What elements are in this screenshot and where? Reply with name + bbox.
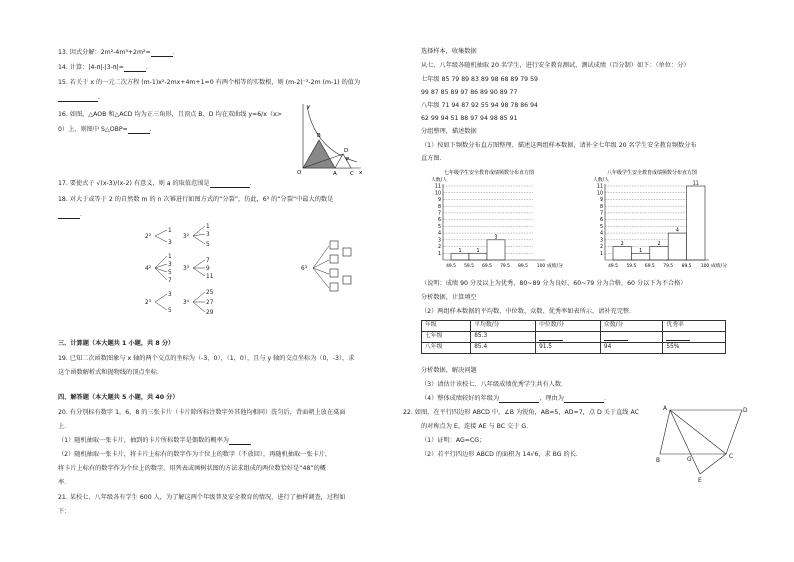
split-num: 11 bbox=[206, 274, 214, 280]
label-o: O bbox=[297, 170, 302, 176]
x-tick-label: 89.5 bbox=[518, 264, 528, 269]
label-b: B bbox=[656, 458, 660, 464]
bar-data-label: 1 bbox=[639, 248, 643, 254]
y-tick-label: 4 bbox=[437, 231, 441, 237]
table-cell bbox=[600, 332, 663, 343]
question-15: 15. 若关于 x 的一元二次方程 (m-1)x²-2mx+4m+1=0 有两个相等的实数根，则 (m-2)⁻²-2m (m-1) 的值为 bbox=[58, 79, 361, 86]
split-num: 29 bbox=[206, 310, 214, 316]
question-20-part2c: 率． bbox=[58, 479, 71, 486]
label-p: P bbox=[346, 157, 350, 163]
question-20-line1: 20. 有分别标有数字 1，6，8 的三张卡片（卡片除所标注数字外其他均相同）洗匀后，背面朝上放在桌面 bbox=[58, 409, 346, 416]
q18-split-figure bbox=[143, 222, 363, 334]
x-tick-label: 49.5 bbox=[608, 264, 618, 269]
blank-box bbox=[330, 269, 338, 277]
y-axis-label: 人数/人 bbox=[593, 178, 610, 183]
x-tick-label: 69.5 bbox=[482, 264, 492, 269]
x-tick-label: 100 bbox=[700, 264, 710, 269]
histogram-bar bbox=[631, 253, 649, 260]
base-g4: 2³ bbox=[145, 300, 152, 306]
label-g: G bbox=[687, 457, 692, 463]
x-tick-label: 59.5 bbox=[626, 264, 637, 269]
text-solve: 分析数据，解决问题 bbox=[421, 367, 477, 374]
table-cell: 八年级 bbox=[422, 343, 471, 354]
y-tick-label: 10 bbox=[434, 191, 441, 197]
grade8-scores-2: 62 99 94 51 88 97 94 98 85 91 bbox=[421, 115, 518, 122]
grade8-scores-1: 八年级 71 94 87 92 55 94 98 78 86 94 bbox=[421, 102, 538, 109]
question-22-line2: 的对称点为 E，连接 AE 与 BC 交于 G． bbox=[421, 423, 533, 430]
table-header: 中位数/分 bbox=[536, 321, 601, 332]
split-num: 1 bbox=[168, 254, 172, 260]
x-tick-label: 79.5 bbox=[663, 264, 674, 269]
question-21-line1: 21. 某校七、八年级各有学生 600 人，为了解这两个年级普及安全教育的情况，进行了抽样调查，过程如 bbox=[58, 494, 346, 501]
stats-table bbox=[421, 320, 726, 354]
y-tick-label: 5 bbox=[437, 224, 441, 230]
diagonal-ac bbox=[670, 410, 726, 454]
split-num: 7 bbox=[168, 278, 172, 284]
split-num: 3 bbox=[206, 232, 210, 238]
label-a: A bbox=[663, 406, 667, 412]
table-header: 优秀率 bbox=[663, 321, 726, 332]
y-tick-label: 3 bbox=[437, 238, 441, 244]
split-num: 5 bbox=[168, 308, 172, 314]
table-row bbox=[422, 332, 726, 343]
answer-blank bbox=[210, 181, 250, 188]
base-g1: 2² bbox=[145, 234, 152, 240]
text-task4: （4）整体成绩较好的年级为 ，理由为 ． bbox=[421, 395, 611, 402]
answer-blank bbox=[564, 396, 604, 403]
y-tick-label: 10 bbox=[596, 191, 603, 197]
split-num: 1 bbox=[168, 228, 172, 234]
histogram-bar bbox=[668, 233, 686, 260]
y-tick-label: 5 bbox=[599, 224, 603, 230]
grade7-histogram bbox=[423, 168, 571, 272]
bar-data-label: 1 bbox=[476, 248, 480, 254]
table-row bbox=[422, 343, 726, 354]
y-tick-label: 2 bbox=[437, 245, 441, 251]
split-num: 3 bbox=[168, 292, 172, 298]
text-task2: （2）两组样本数据的平均数、中位数、众数、优秀率如表所示，请补充完整． bbox=[421, 308, 636, 315]
table-header: 平均数/分 bbox=[471, 321, 536, 332]
answer-blank bbox=[666, 334, 690, 341]
text-analyze: 分析数据，计算填空 bbox=[421, 294, 477, 301]
base-g8: 3⁴ bbox=[183, 300, 190, 306]
split-num: 7 bbox=[206, 258, 210, 264]
bar-data-label: 4 bbox=[675, 228, 679, 234]
y-axis-label: 人数/人 bbox=[431, 178, 448, 183]
answer-blank bbox=[124, 65, 146, 72]
parallelogram-abcd bbox=[660, 410, 742, 454]
table-cell: 91.5 bbox=[536, 343, 601, 354]
label-a: A bbox=[333, 171, 337, 176]
section-4-heading: 四、解答题（本大题共 5 小题，共 40 分） bbox=[58, 394, 179, 401]
text-collect-data: 选择样本，收集数据 bbox=[421, 48, 477, 55]
bar-data-label: 3 bbox=[494, 235, 498, 241]
y-tick-label: 7 bbox=[599, 211, 603, 217]
table-cell: 85.3 bbox=[471, 332, 536, 343]
question-18: 18. 对大于或等于 2 的自然数 m 的 n 次幂进行如图方式的“分裂”，仿此，6³ 的“分裂”中最大的数是 bbox=[58, 196, 334, 203]
answer-blank bbox=[539, 334, 563, 341]
table-header: 年级 bbox=[422, 321, 471, 332]
question-22-part2: （2）若平行四边形 ABCD 的面积为 14√6，求 BG 的长． bbox=[421, 451, 583, 458]
label-d: D bbox=[743, 408, 748, 414]
text-task1-a: （1）按如下频数分布直方图整理、描述这两组样本数据，请补全七年级 20 名学生安全教育频数分布 bbox=[421, 142, 697, 149]
section-3-heading: 三、计算题（本大题共 1 小题，共 8 分） bbox=[58, 340, 175, 347]
label-b: B bbox=[317, 133, 321, 139]
label-c: C bbox=[350, 171, 354, 176]
split-num: 1 bbox=[206, 224, 210, 230]
question-14: 14. 计算：|4-π|-|3-π|= ． bbox=[58, 64, 153, 71]
blank-box bbox=[343, 276, 351, 284]
x-tick-label: 89.5 bbox=[681, 264, 692, 269]
split-num: 27 bbox=[206, 300, 214, 306]
y-tick-label: 1 bbox=[599, 251, 603, 257]
split-num: 5 bbox=[168, 270, 172, 276]
table-header: 众数/分 bbox=[600, 321, 663, 332]
question-20-part1: （1）随机抽取一张卡片，抽到的卡片所标数字是偶数的概率为 bbox=[58, 437, 251, 445]
split-num: 9 bbox=[206, 266, 210, 272]
x-tick-label: 49.5 bbox=[446, 264, 456, 269]
histogram-bar bbox=[451, 253, 469, 260]
question-16-line2: 0）上，则图中 S△OBP= ． bbox=[58, 126, 156, 133]
x-axis-label: 成绩/分 bbox=[711, 264, 728, 269]
question-19-line2: 这个函数解析式和抛物线的顶点坐标． bbox=[58, 369, 164, 376]
triangle-aob bbox=[303, 140, 335, 168]
chart-title: 七年级学生安全教育成绩频数分布直方图 bbox=[443, 170, 535, 176]
question-22-line1: 22. 如图，在平行四边形 ABCD 中，∠B 为锐角，AB=5，AD=7，点 D 关于直线 AC bbox=[403, 409, 639, 416]
label-c: C bbox=[729, 454, 734, 460]
question-19-line1: 19. 已知二次函数图象与 x 轴的两个交点的坐标为（-3，0），（1，0），且与 y 轴的交点坐标为（0，-3），求 bbox=[58, 355, 355, 362]
histogram-bar bbox=[687, 186, 705, 260]
answer-blank bbox=[58, 212, 80, 219]
segment-ec bbox=[700, 454, 726, 474]
y-tick-label: 6 bbox=[599, 218, 603, 224]
histogram-bar bbox=[469, 253, 487, 260]
y-tick-label: 6 bbox=[437, 218, 441, 224]
table-cell: 七年级 bbox=[422, 332, 471, 343]
y-tick-label: 7 bbox=[437, 211, 441, 217]
y-tick-label: 2 bbox=[599, 245, 603, 251]
question-13: 13. 因式分解：2m²-4m³+2m²= ． bbox=[58, 49, 179, 56]
text-task3: （3）请估计该校七、八年级成绩优秀学生共有人数． bbox=[421, 381, 568, 388]
histogram-bar bbox=[487, 240, 505, 260]
y-tick-label: 11 bbox=[596, 184, 603, 190]
question-21-line2: 下： bbox=[58, 508, 71, 515]
grade8-histogram bbox=[585, 168, 735, 272]
bar-data-label: 2 bbox=[657, 242, 661, 248]
q16-triangle-figure bbox=[295, 100, 365, 176]
x-tick-label: 100 bbox=[536, 264, 546, 269]
answer-blank bbox=[151, 50, 173, 57]
label-e: E bbox=[698, 478, 702, 484]
blank-box bbox=[330, 283, 338, 291]
question-17: 17. 要使式子 √(x-3)/(x-2) 有意义，则 a 的取值范围是 ． bbox=[58, 180, 256, 187]
base-g9: 6³ bbox=[301, 266, 308, 272]
base-g3: 4² bbox=[145, 266, 152, 272]
x-axis-label: 成绩/分 bbox=[547, 264, 564, 269]
y-tick-label: 3 bbox=[599, 238, 603, 244]
text-sample-desc: 从七、八年级各随机抽取 20 名学生，进行安全教育测试，测试成绩（百分制）如下：（单位：分） bbox=[421, 62, 690, 69]
split-num: 25 bbox=[206, 290, 214, 296]
question-15-blank: ． bbox=[58, 94, 104, 102]
blank-box bbox=[343, 248, 351, 256]
answer-blank bbox=[499, 396, 539, 403]
table-cell bbox=[663, 332, 726, 343]
answer-blank bbox=[128, 127, 150, 134]
answer-blank bbox=[229, 438, 251, 445]
blank-box bbox=[330, 255, 338, 263]
question-22-part1: （1）证明：AG=CG； bbox=[421, 437, 486, 444]
question-20-part2a: （2）随机抽取一张卡片，将卡片上标有的数字作为十位上的数字（不放回），再随机抽取一张卡片， bbox=[58, 451, 332, 458]
histogram-bar bbox=[650, 247, 668, 260]
split-num: 5 bbox=[206, 242, 210, 248]
y-tick-label: 8 bbox=[599, 204, 603, 210]
segment-ae bbox=[670, 410, 700, 474]
table-cell: 85.4 bbox=[471, 343, 536, 354]
text-note: （说明：成绩 90 分及以上为优秀，80~89 分为良好，60~79 分为合格，60 分以下为不合格） bbox=[421, 280, 687, 287]
answer-blank bbox=[58, 95, 98, 102]
y-tick-label: 1 bbox=[437, 251, 441, 257]
x-tick-label: 69.5 bbox=[644, 264, 655, 269]
table-header-row bbox=[422, 321, 726, 332]
bar-data-label: 11 bbox=[692, 181, 699, 187]
text-organize: 分组整理，描述数据 bbox=[421, 128, 477, 135]
answer-blank bbox=[604, 334, 628, 341]
table-cell: 94 bbox=[600, 343, 663, 354]
y-tick-label: 4 bbox=[599, 231, 603, 237]
label-y: y bbox=[307, 104, 311, 110]
q22-parallelogram-figure bbox=[656, 404, 748, 484]
y-tick-label: 9 bbox=[437, 198, 441, 204]
blank-box bbox=[330, 241, 338, 249]
base-g2: 3² bbox=[183, 234, 190, 240]
base-g5: 3³ bbox=[183, 266, 190, 272]
split-num: 3 bbox=[168, 240, 172, 246]
table-cell: 55% bbox=[663, 343, 726, 354]
label-d: D bbox=[344, 148, 349, 154]
x-tick-label: 59.5 bbox=[464, 264, 474, 269]
y-tick-label: 8 bbox=[437, 204, 441, 210]
bar-data-label: 1 bbox=[458, 248, 462, 254]
question-20-line2: 上． bbox=[58, 423, 71, 430]
grade7-scores-1: 七年级 85 79 89 83 89 98 68 89 79 59 bbox=[421, 76, 538, 83]
bar-data-label: 2 bbox=[620, 242, 624, 248]
grade7-scores-2: 99 87 85 89 97 86 89 90 89 77 bbox=[421, 89, 518, 96]
histogram-bar bbox=[613, 247, 631, 260]
chart-title: 八年级学生安全教育成绩频数分布直方图 bbox=[606, 170, 698, 176]
split-num: 3 bbox=[168, 262, 172, 268]
question-20-part2b: 将卡片上标有的数字作为个位上的数字，用列表或画树状图的方法求组成的两位数恰好是“48”的概 bbox=[58, 465, 326, 472]
question-18-blank: ． bbox=[58, 211, 86, 219]
question-16-line1: 16. 如图，△AOB 和△ACD 均为正三角形，且顶点 B、D 均在双曲线 y=6/x（x> bbox=[58, 111, 282, 118]
label-x: x bbox=[359, 170, 363, 176]
text-task1-b: 直方图． bbox=[421, 155, 446, 162]
x-tick-label: 79.5 bbox=[500, 264, 510, 269]
y-tick-label: 9 bbox=[599, 198, 603, 204]
table-cell bbox=[536, 332, 601, 343]
y-tick-label: 11 bbox=[434, 184, 441, 190]
